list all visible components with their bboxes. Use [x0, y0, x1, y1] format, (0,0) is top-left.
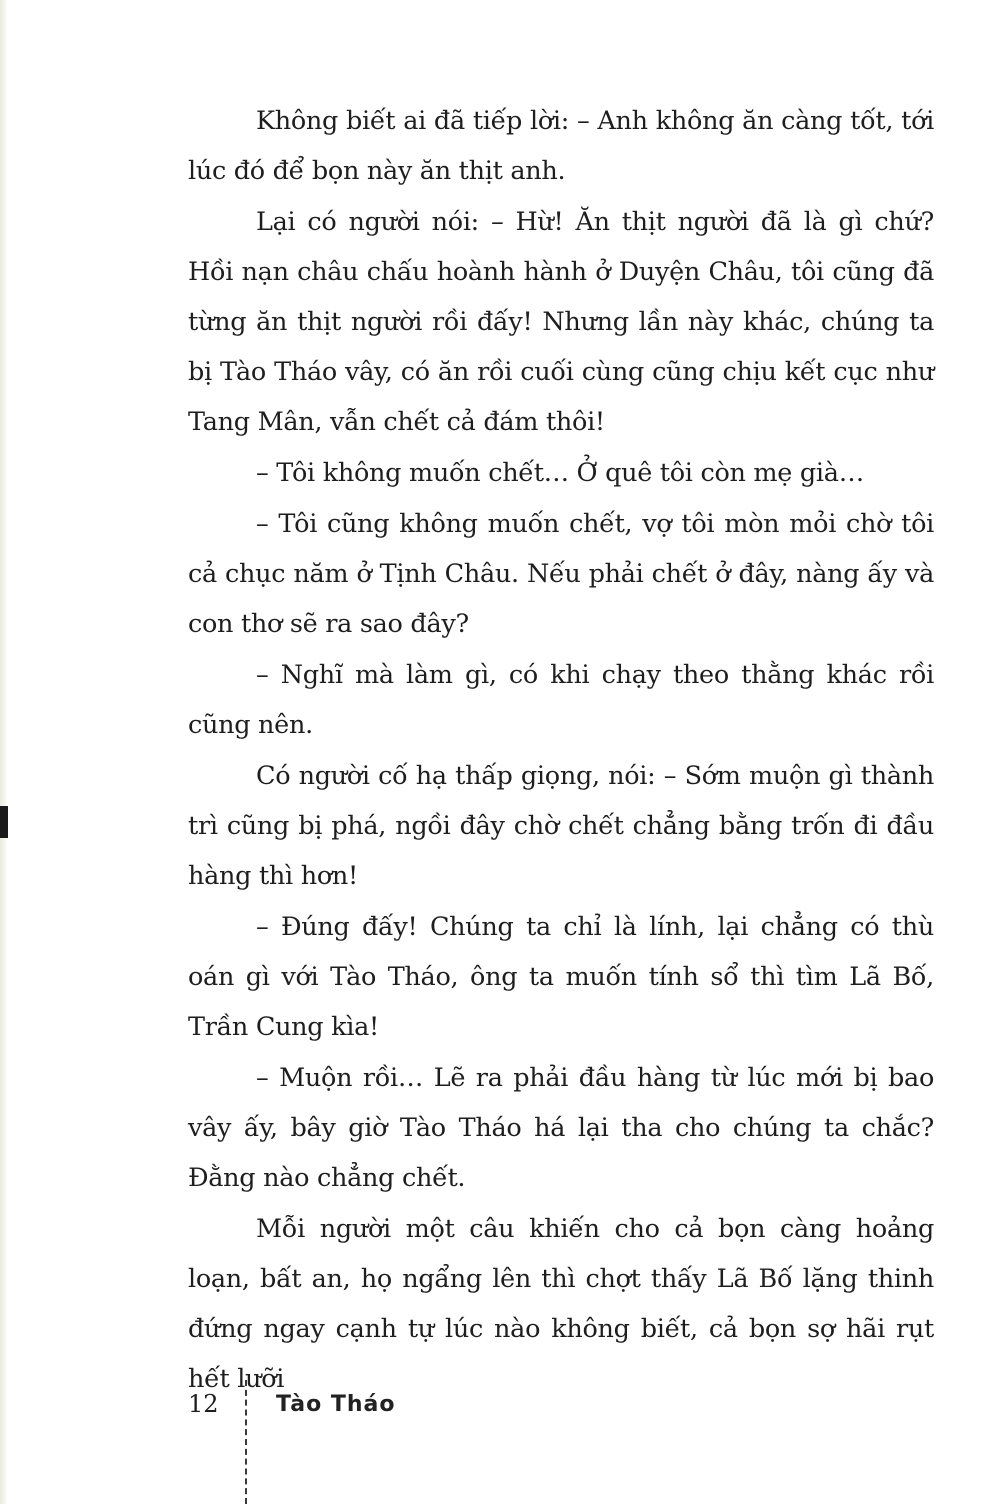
paragraph: – Tôi cũng không muốn chết, vợ tôi mòn mỏi chờ tôi cả chục năm ở Tịnh Châu. Nếu phải chết ở đây, nàng ấy và con thơ sẽ ra sao đây? — [188, 509, 934, 639]
paragraph: Mỗi người một câu khiến cho cả bọn càng hoảng loạn, bất an, họ ngẩng lên thì chợt thấy Lã Bố lặng thinh đứng ngay cạnh tự lúc nào không biết, cả bọn sợ hãi rụt hết lưỡi — [188, 1214, 934, 1394]
paragraph: – Tôi không muốn chết… Ở quê tôi còn mẹ già… — [256, 458, 864, 488]
paragraph: Không biết ai đã tiếp lời: – Anh không ăn càng tốt, tới lúc đó để bọn này ăn thịt anh. — [188, 106, 934, 186]
page-footer — [0, 1380, 1000, 1504]
page-edge-mark — [0, 806, 8, 838]
footer-divider — [245, 1380, 247, 1504]
page-number: 12 — [188, 1390, 219, 1418]
paragraph: Có người cố hạ thấp giọng, nói: – Sớm muộn gì thành trì cũng bị phá, ngồi đây chờ chết chẳng bằng trốn đi đầu hàng thì hơn! — [188, 761, 934, 891]
paragraph: – Nghĩ mà làm gì, có khi chạy theo thằng khác rồi cũng nên. — [188, 660, 934, 740]
running-title: Tào Tháo — [276, 1392, 396, 1417]
paragraph: Lại có người nói: – Hừ! Ăn thịt người đã là gì chứ? Hồi nạn châu chấu hoành hành ở Duyện Châu, tôi cũng đã từng ăn thịt người rồi đấy! Nhưng lần này khác, chúng ta bị Tào Tháo vây, có ăn rồi cuối cùng cũng chịu kết cục như Tang Mân, vẫn chết cả đám thôi! — [188, 207, 934, 437]
paragraph: – Đúng đấy! Chúng ta chỉ là lính, lại chẳng có thù oán gì với Tào Tháo, ông ta muốn tính sổ thì tìm Lã Bố, Trần Cung kìa! — [188, 912, 934, 1042]
paragraph: – Muộn rồi… Lẽ ra phải đầu hàng từ lúc mới bị bao vây ấy, bây giờ Tào Tháo há lại tha cho chúng ta chắc? Đằng nào chẳng chết. — [188, 1063, 934, 1193]
body-text — [188, 96, 934, 1405]
page-left-edge — [0, 0, 8, 1504]
